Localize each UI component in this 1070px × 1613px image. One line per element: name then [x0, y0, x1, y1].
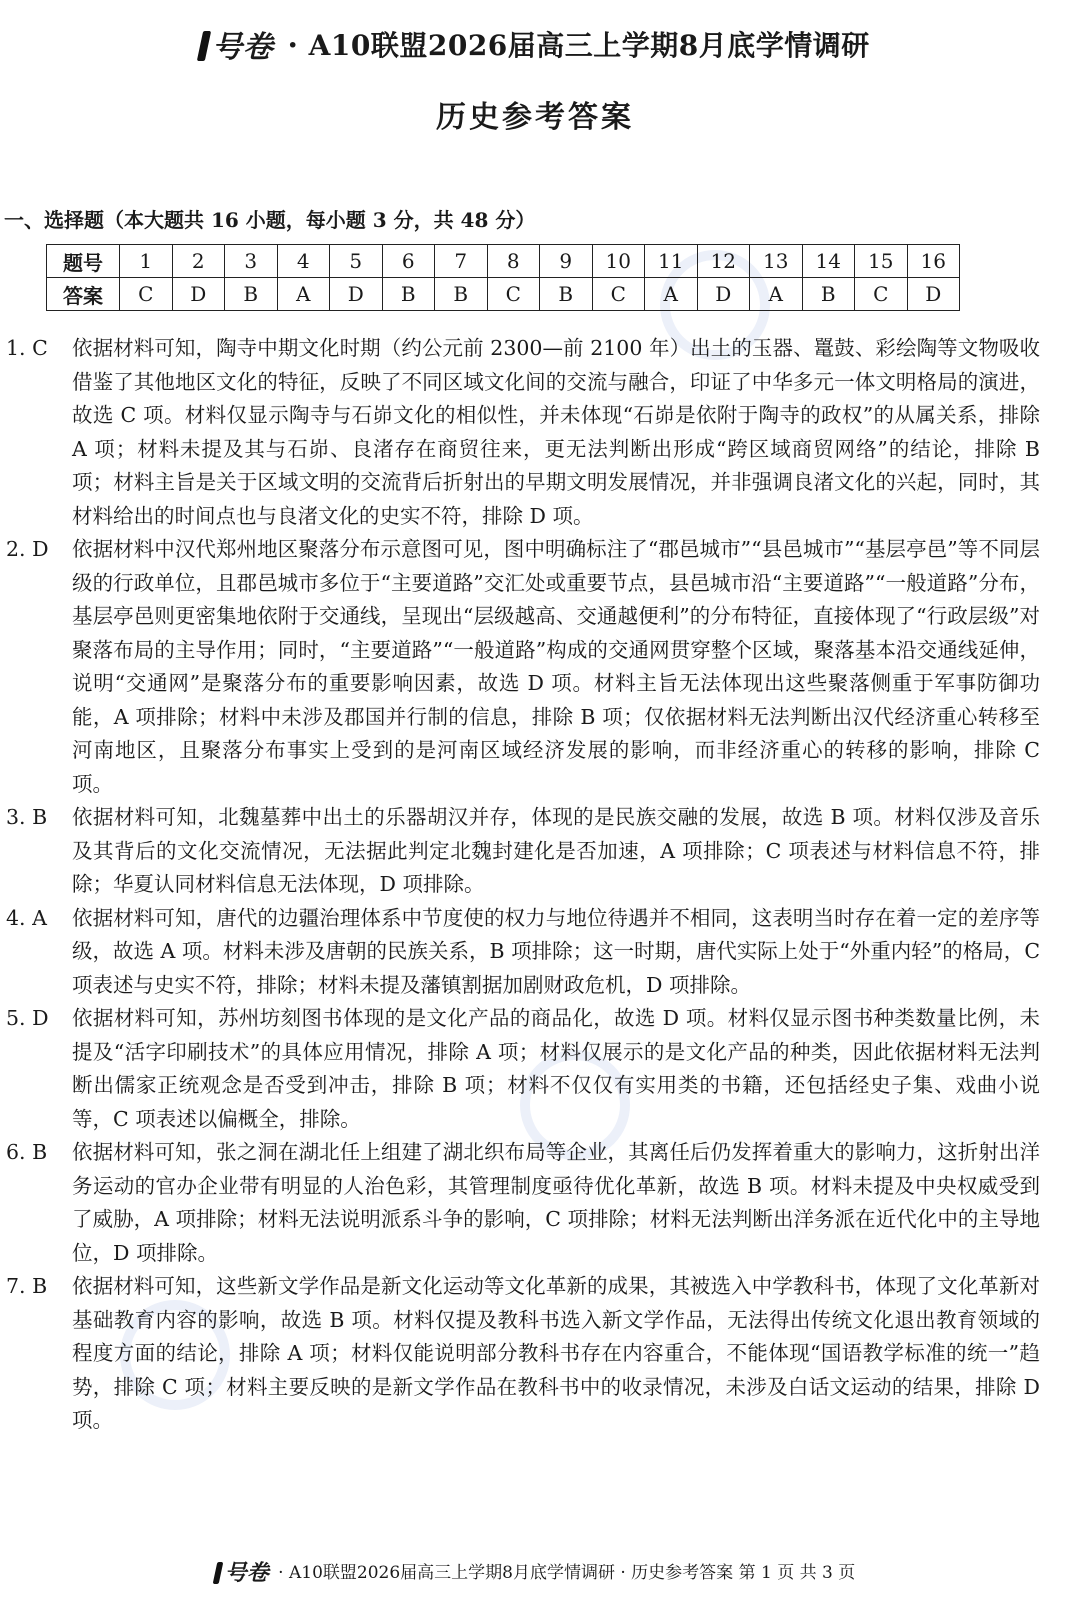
row-label-answer: 答案 [47, 278, 120, 311]
answer-key-table [46, 244, 960, 311]
explanation-text: 依据材料可知，这些新文学作品是新文化运动等文化革新的成果，其被选入中学教科书，体现了文化革新对基础教育内容的影响，故选 B 项。材料仅提及教科书选入新文学作品，无法得出传统文化退出教育领域的程度方面的结论，排除 A 项；材料仅能说明部分教科书存在内容重合，不能体现“国语教学标准的统一”趋势，排除 C 项；材料主要反映的是新文学作品在教科书中的收录情况，未涉及白话文运动的结果，排除 D 项。 [72, 1274, 1040, 1432]
explanation-text: 依据材料中汉代郑州地区聚落分布示意图可见，图中明确标注了“郡邑城市”“县邑城市”“基层亭邑”等不同层级的行政单位，且郡邑城市多位于“主要道路”交汇处或重要节点，县邑城市沿“主要道路”“一般道路”分布，基层亭邑则更密集地依附于交通线，呈现出“层级越高、交通越便利”的分布特征，直接体现了“行政层级”对聚落布局的主导作用；同时，“主要道路”“一般道路”构成的交通网贯穿整个区域，聚落基本沿交通线延伸，说明“交通网”是聚落分布的重要影响因素，故选 D 项。材料主旨无法体现出这些聚落侧重于军事防御功能，A 项排除；材料中未涉及郡国并行制的信息，排除 B 项；仅依据材料无法判断出汉代经济重心转移至河南地区，且聚落分布事实上受到的是河南区域经济发展的影响，而非经济重心的转移的影响，排除 C 项。 [72, 537, 1040, 796]
question-number-cell: 5 [330, 245, 383, 278]
answer-cell: B [382, 278, 435, 311]
brand-logo: 号卷 [200, 22, 273, 66]
question-number-cell: 12 [697, 245, 750, 278]
row-label-number: 题号 [47, 245, 120, 278]
question-number-cell: 2 [172, 245, 225, 278]
answer-cell: C [855, 278, 908, 311]
explanation-text: 依据材料可知，张之洞在湖北任上组建了湖北织布局等企业，其离任后仍发挥着重大的影响力，这折射出洋务运动的官办企业带有明显的人治色彩，其管理制度亟待优化革新，故选 B 项。材料未提及中央权威受到了威胁，A 项排除；材料无法说明派系斗争的影响，C 项排除；材料无法判断出洋务派在近代化中的主导地位，D 项排除。 [72, 1140, 1040, 1265]
explanation-text: 依据材料可知，唐代的边疆治理体系中节度使的权力与地位待遇并不相同，这表明当时存在着一定的差序等级，故选 A 项。材料未涉及唐朝的民族关系，B 项排除；这一时期，唐代实际上处于“外重内轻”的格局，C 项表述与史实不符，排除；材料未提及藩镇割据加剧财政危机，D 项排除。 [72, 905, 1040, 997]
answer-cell: A [750, 278, 803, 311]
footer-text: · A10联盟2026届高三上学期8月底学情调研 · 历史参考答案 第 1 页 共 3 页 [278, 1563, 856, 1583]
answer-cell: B [540, 278, 593, 311]
question-number-cell: 8 [487, 245, 540, 278]
answer-cell: C [120, 278, 173, 311]
answer-cell: B [802, 278, 855, 311]
answer-cell: A [645, 278, 698, 311]
question-number-cell: 13 [750, 245, 803, 278]
explanation-number: 4. A [6, 905, 47, 930]
question-number-cell: 7 [435, 245, 488, 278]
answer-cell: A [277, 278, 330, 311]
section-heading: 一、选择题（本大题共 16 小题，每小题 3 分，共 48 分） [4, 208, 536, 232]
explanation-item [0, 1002, 1040, 1136]
answer-cell: C [592, 278, 645, 311]
explanation-text: 依据材料可知，苏州坊刻图书体现的是文化产品的商品化，故选 D 项。材料仅显示图书种类数量比例，未提及“活字印刷技术”的具体应用情况，排除 A 项；材料仅展示的是文化产品的种类，因此依据材料无法判断出儒家正统观念是否受到冲击，排除 B 项；材料不仅仅有实用类的书籍，还包括经史子集、戏曲小说等，C 项表述以偏概全，排除。 [72, 1006, 1040, 1131]
answer-cell: D [172, 278, 225, 311]
answer-row [47, 278, 960, 311]
explanation-number: 1. C [6, 336, 48, 360]
explanation-list [0, 332, 1040, 1438]
answer-cell: D [907, 278, 960, 311]
exam-title: A10联盟2026届高三上学期8月底学情调研 [308, 29, 870, 62]
page-subtitle: 历史参考答案 [436, 100, 634, 135]
answer-cell: B [435, 278, 488, 311]
explanation-number: 3. B [6, 805, 48, 829]
explanation-item [0, 1270, 1040, 1438]
question-number-cell: 15 [855, 245, 908, 278]
explanation-item [0, 801, 1040, 902]
question-number-cell: 11 [645, 245, 698, 278]
explanation-number: 7. B [6, 1274, 48, 1298]
explanation-number: 5. D [6, 1006, 49, 1030]
document-title: 号卷 · A10联盟2026届高三上学期8月底学情调研 [0, 22, 1070, 66]
explanation-number: 6. B [6, 1140, 48, 1164]
question-number-cell: 4 [277, 245, 330, 278]
page-footer [0, 1556, 1070, 1587]
explanation-text: 依据材料可知，陶寺中期文化时期（约公元前 2300—前 2100 年）出土的玉器、鼍鼓、彩绘陶等文物吸收借鉴了其他地区文化的特征，反映了不同区域文化间的交流与融合，印证了中华多元一体文明格局的演进，故选 C 项。材料仅显示陶寺与石峁文化的相似性，并未体现“石峁是依附于陶寺的政权”的从属关系，排除 A 项；材料未提及其与石峁、良渚存在商贸往来，更无法判断出形成“跨区域商贸网络”的结论，排除 B 项；材料主旨是关于区域文明的交流背后折射出的早期文明发展情况，并非强调良渚文化的兴起，同时，其材料给出的时间点也与良渚文化的史实不符，排除 D 项。 [72, 336, 1040, 528]
answer-cell: D [697, 278, 750, 311]
footer-brand-logo: 号卷 [215, 1556, 269, 1587]
question-number-cell: 14 [802, 245, 855, 278]
explanation-item [0, 902, 1040, 1003]
answer-cell: D [330, 278, 383, 311]
explanation-item [0, 332, 1040, 533]
question-number-cell: 16 [907, 245, 960, 278]
explanation-item [0, 533, 1040, 801]
question-number-row [47, 245, 960, 278]
question-number-cell: 9 [540, 245, 593, 278]
explanation-text: 依据材料可知，北魏墓葬中出土的乐器胡汉并存，体现的是民族交融的发展，故选 B 项。材料仅涉及音乐及其背后的文化交流情况，无法据此判定北魏封建化是否加速，A 项排除；C 项表述与材料信息不符，排除；华夏认同材料信息无法体现，D 项排除。 [72, 805, 1040, 896]
question-number-cell: 6 [382, 245, 435, 278]
question-number-cell: 3 [225, 245, 278, 278]
question-number-cell: 10 [592, 245, 645, 278]
answer-cell: B [225, 278, 278, 311]
answer-cell: C [487, 278, 540, 311]
question-number-cell: 1 [120, 245, 173, 278]
explanation-number: 2. D [6, 537, 49, 561]
explanation-item [0, 1136, 1040, 1270]
